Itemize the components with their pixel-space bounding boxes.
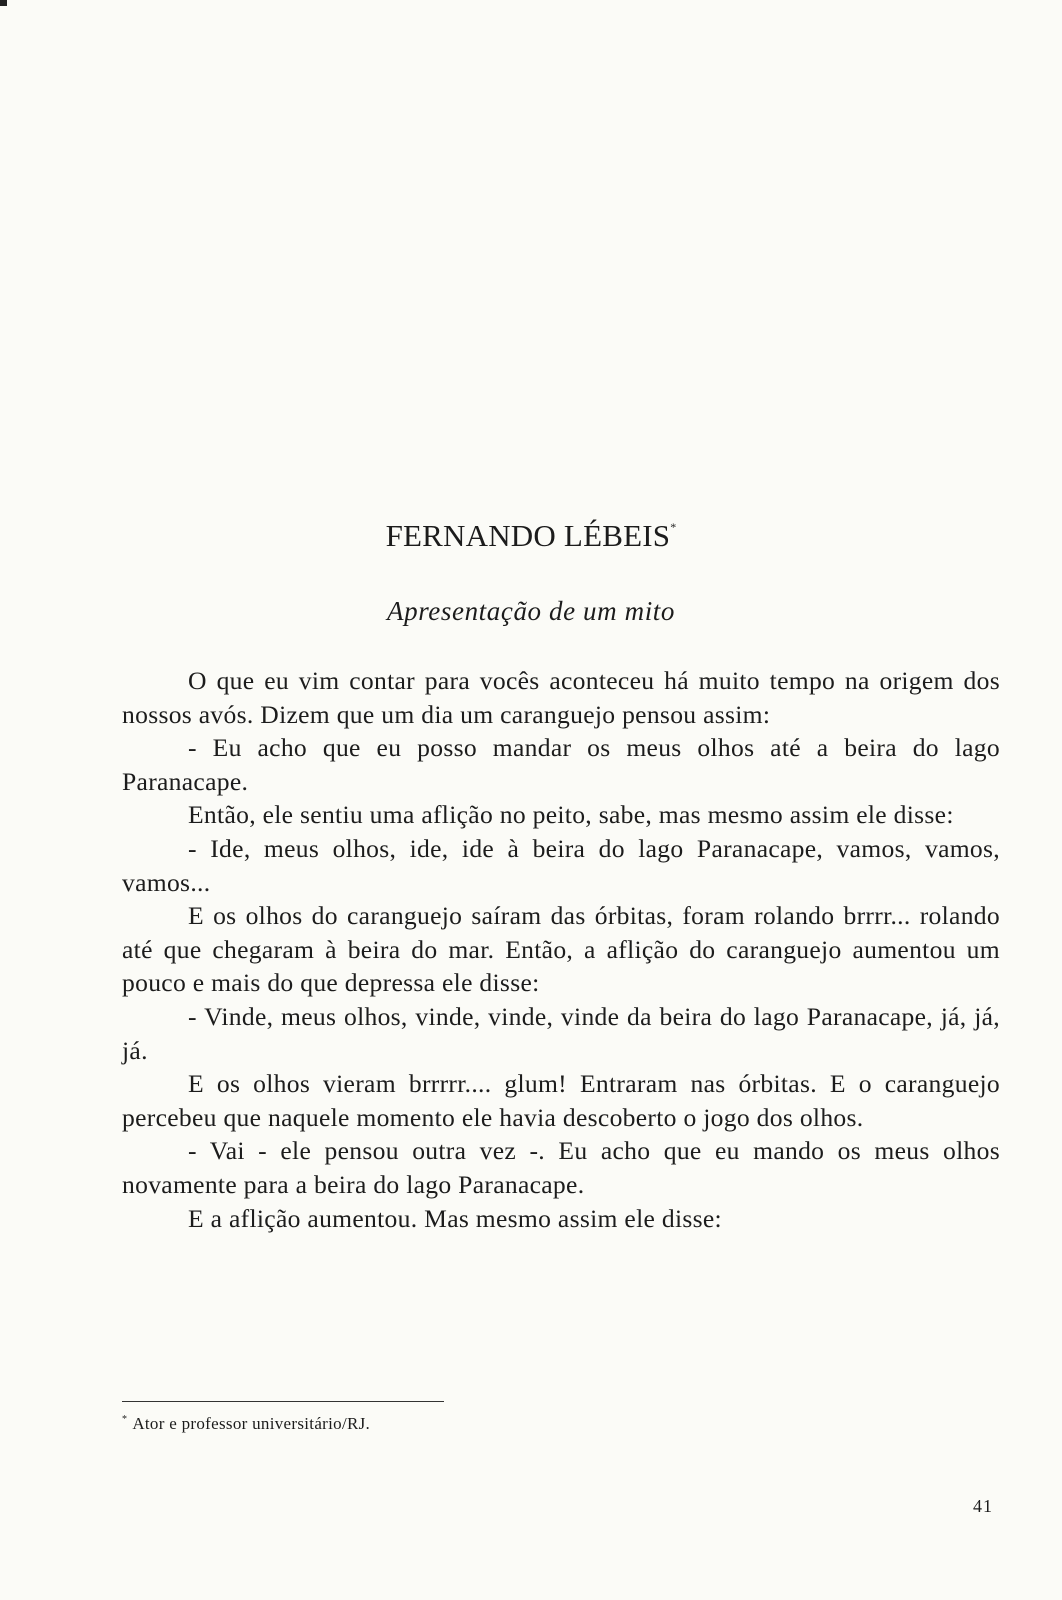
footnote-marker: * (122, 1414, 128, 1425)
footnote-text: Ator e professor universitário/RJ. (132, 1414, 371, 1433)
author-heading (0, 518, 1062, 554)
article-title: Apresentação de um mito (387, 596, 675, 626)
paragraph: O que eu vim contar para vocês aconteceu há muito tempo na origem dos nossos avós. Dizem que um dia um caranguejo pensou assim: (122, 666, 1000, 729)
paragraph: - Vai - ele pensou outra vez -. Eu acho que eu mando os meus olhos novamente para a beira do lago Paranacape. (122, 1136, 1000, 1199)
paragraph: - Vinde, meus olhos, vinde, vinde, vinde da beira do lago Paranacape, já, já, já. (122, 1001, 1000, 1065)
paragraph: - Eu acho que eu posso mandar os meus olhos até a beira do lago Paranacape. (122, 733, 1000, 796)
author-name: FERNANDO LÉBEIS (385, 518, 671, 553)
author-footnote-marker: * (670, 520, 677, 534)
paragraph: E a aflição aumentou. Mas mesmo assim ele disse: (188, 1203, 722, 1233)
footnote (122, 1414, 370, 1434)
page-number: 41 (973, 1496, 993, 1516)
paragraph: E os olhos vieram brrrrr.... glum! Entraram nas órbitas. E o caranguejo percebeu que naquele momento ele havia descoberto o jogo dos olhos. (122, 1069, 1000, 1132)
paragraph: - Ide, meus olhos, ide, ide à beira do lago Paranacape, vamos, vamos, vamos... (122, 833, 1000, 897)
scan-edge-mark (0, 0, 7, 6)
article-body (122, 664, 1000, 1235)
footnote-divider (122, 1401, 444, 1402)
paragraph: Então, ele sentiu uma aflição no peito, sabe, mas mesmo assim ele disse: (188, 800, 954, 830)
paragraph: E os olhos do caranguejo saíram das órbitas, foram rolando brrrr... rolando até que chegaram à beira do mar. Então, a aflição do caranguejo aumentou um pouco e mais do que depressa ele disse: (122, 901, 1000, 998)
